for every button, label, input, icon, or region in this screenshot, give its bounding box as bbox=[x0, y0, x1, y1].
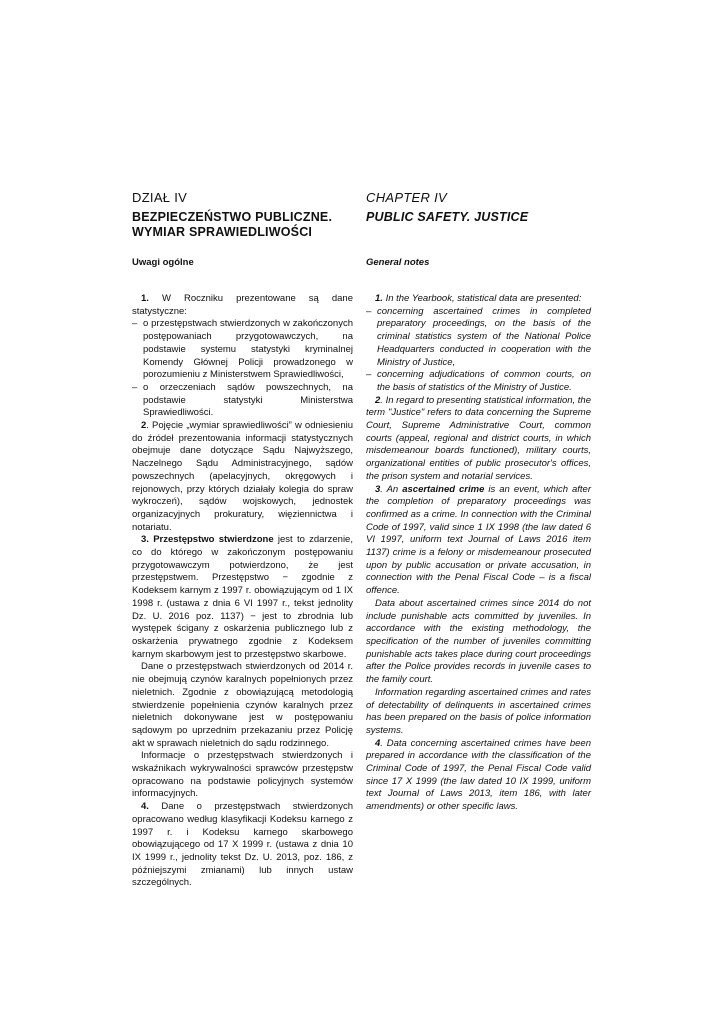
paragraph-3-en bbox=[366, 484, 591, 598]
paragraph-3-en-term: ascertained crime bbox=[402, 483, 485, 495]
chapter-title-pl-line1: BEZPIECZEŃSTWO PUBLICZNE. bbox=[132, 210, 333, 224]
paragraph-2-en-number: 2 bbox=[375, 394, 381, 406]
paragraph-2-pl-text: . Pojęcie „wymiar sprawiedliwości” w odniesieniu do źródeł prezentowania informacji statystycznych obejmuje dane dotyczące Sądu Najwyższego, Naczelnego Sądu Administracyjnego, sądów powszechnych (apelacyjnych, okręgowych i rejonowych, przy których działały kolegia do spraw wykroczeń), sądów wojskowych, jednostek organizacyjnych prokuratury, więziennictwa i notariatu. bbox=[132, 420, 353, 533]
paragraph-1-pl-number: 1. bbox=[141, 293, 149, 304]
list-item: – concerning adjudications of common courts, on the basis of statistics of the Ministry of Justice. bbox=[366, 369, 591, 394]
paragraph-3-pl-text: jest to zdarzenie, co do którego w zakończonym postępowaniu przygotowawczym potwierdzono, że jest przestępstwem. Przestępstwo − zgodnie z Kodeksem karnym z 1997 r. obowiązującym od 1 IX 1998 r. (ustawa z dnia 6 VI 1997 r., tekst jednolity Dz. U. 2016 poz. 1137) − jest to zbrodnia lub występek ścigany z oskarżenia publicznego lub z oskarżenia prywatnego zgodnie z Kodeksem karnym skarbowym jest to przestępstwo skarbowe. bbox=[132, 534, 353, 660]
paragraph-3-pl-term: Przestępstwo stwierdzone bbox=[148, 534, 274, 546]
paragraph-4-en-text: . Data concerning ascertained crimes have been prepared in accordance with the classification of the Criminal Code of 1997, the Penal Fiscal Code valid since 17 X 1999 (the law dated 10 IX 1999, uniform text Journal of Laws 2013, item 186, with later amendments) or other specific laws. bbox=[366, 737, 591, 813]
notes-body-en bbox=[366, 293, 591, 814]
paragraph-3b-en: Data about ascertained crimes since 2014 do not include punishable acts committed by juveniles. In accordance with the existing methodology, the specification of the number of juveniles committing punishable acts takes place during court proceedings after the Police provides records in juvenile cases to the family court. bbox=[366, 597, 591, 686]
paragraph-1-en-number: 1. bbox=[375, 293, 383, 304]
paragraph-3-en-pre: . An bbox=[380, 483, 403, 495]
paragraph-2-en-text: . In regard to presenting statistical information, the term "Justice" refers to data concerning the Supreme Court, Supreme Administrative Court, common courts (appeal, regional and district courts, in which misdemeanour boards functioned), military courts, organizational entities of public prosecutor's offices, the prison system and notarial services. bbox=[366, 394, 591, 482]
list-item: – concerning ascertained crimes in completed preparatory proceedings, on the basis of the criminal statistics system of the National Police Headquarters conducted in cooperation with the Ministry of Justice, bbox=[366, 306, 591, 370]
paragraph-2-pl bbox=[132, 420, 353, 534]
paragraph-4-en bbox=[366, 738, 591, 814]
paragraph-3b-pl: Dane o przestępstwach stwierdzonych od 2014 r. nie obejmują czynów karalnych popełnionych przez nieletnich. Zgodnie z obowiązującą metodologią stwierdzenie popełnienia czynów karalnych przez nieletnich dokonywane jest w postępowaniu sądowym po uprzednim przekazaniu przez Policję akt w sprawach nieletnich do sądu rodzinnego. bbox=[132, 661, 353, 749]
paragraph-4-pl bbox=[132, 801, 353, 890]
chapter-label-pl: DZIAŁ IV bbox=[132, 190, 188, 205]
list-item: – o przestępstwach stwierdzonych w zakończonych postępowaniach przygotowawczych, na podstawie systemu statystyki kryminalnej Komendy Głównej Policji prowadzonego w porozumieniu z Ministerstwem Sprawiedliwości, bbox=[132, 318, 353, 382]
notes-heading-pl: Uwagi ogólne bbox=[132, 257, 194, 268]
bullet-list-en bbox=[366, 306, 591, 395]
paragraph-1-pl bbox=[132, 293, 353, 318]
paragraph-1-en-text: In the Yearbook, statistical data are presented: bbox=[382, 293, 582, 304]
paragraph-3c-en: Information regarding ascertained crimes and rates of detectability of delinquents in ascertained crimes has been prepared on the basis of police information systems. bbox=[366, 686, 591, 736]
paragraph-4-pl-text: Dane o przestępstwach stwierdzonych opracowano według klasyfikacji Kodeksu karnego z 1997 r. i Kodeksu karnego skarbowego obowiązującego od 17 X 1999 r. (ustawa z dnia 10 IX 1999 r., jednolity tekst Dz. U. 2013, poz. 186, z późniejszymi zmianami) lub innych ustaw szczególnych. bbox=[132, 801, 353, 889]
paragraph-2-en bbox=[366, 395, 591, 484]
chapter-label-en: CHAPTER IV bbox=[366, 190, 448, 205]
paragraph-3-pl-number: 3. bbox=[141, 534, 149, 546]
bullet-list-pl bbox=[132, 318, 353, 420]
paragraph-4-en-number: 4 bbox=[375, 737, 381, 749]
paragraph-3-pl bbox=[132, 534, 353, 661]
paragraph-3-en-text: is an event, which after the completion of preparatory proceedings was confirmed as a crime. In connection with the Criminal Code of 1997, valid since 1 IX 1998 (the law dated 6 VI 1997, uniform text Journal of Laws 2016 item 1137) crime is a felony or misdemeanour prosecuted upon by public accusation or private accusation, in connection with the Penal Fiscal Code – is a fiscal offence. bbox=[366, 483, 592, 597]
chapter-title-pl bbox=[132, 210, 353, 240]
paragraph-2-pl-number: 2 bbox=[141, 420, 147, 432]
chapter-title-pl-line2: WYMIAR SPRAWIEDLIWOŚCI bbox=[132, 225, 313, 239]
paragraph-1-pl-text: W Roczniku prezentowane są dane statystyczne: bbox=[132, 293, 353, 317]
paragraph-3c-pl: Informacje o przestępstwach stwierdzonych i wskaźnikach wykrywalności sprawców przestępstw opracowano na podstawie policyjnych systemów informacyjnych. bbox=[132, 750, 353, 800]
notes-heading-en: General notes bbox=[366, 257, 430, 268]
list-item: – o orzeczeniach sądów powszechnych, na podstawie statystyki Ministerstwa Sprawiedliwości. bbox=[132, 382, 353, 420]
chapter-title-en: PUBLIC SAFETY. JUSTICE bbox=[366, 210, 529, 224]
paragraph-3-en-number: 3 bbox=[375, 483, 381, 495]
notes-body-pl bbox=[132, 293, 353, 890]
paragraph-4-pl-number: 4. bbox=[141, 801, 149, 813]
paragraph-1-en bbox=[366, 293, 591, 306]
